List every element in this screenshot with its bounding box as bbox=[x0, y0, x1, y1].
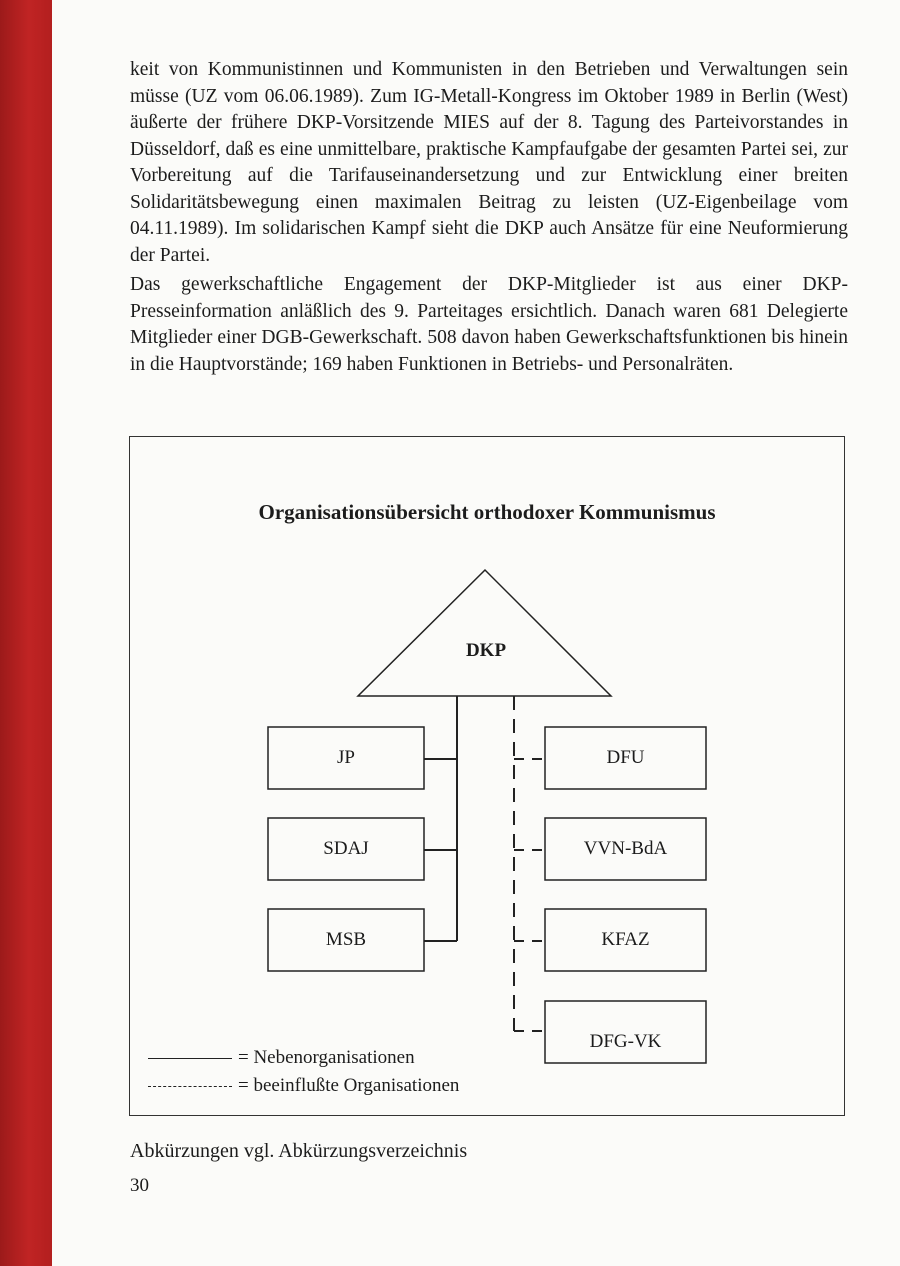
legend-dashed-text: = beeinflußte Organisationen bbox=[238, 1075, 460, 1096]
org-label-jp: JP bbox=[337, 747, 355, 768]
org-label-kfaz: KFAZ bbox=[601, 929, 650, 950]
org-label-vvn-bda: VVN-BdA bbox=[583, 838, 668, 859]
chart-lines bbox=[130, 437, 846, 1117]
dkp-label: DKP bbox=[465, 640, 507, 661]
org-label-sdaj: SDAJ bbox=[323, 838, 369, 859]
dkp-triangle bbox=[358, 570, 611, 696]
body-paragraph-1: keit von Kommunistinnen und Kommunisten in den Betrieben und Verwaltungen sein müsse (UZ vom 06.06.1989). Zum IG-Metall-Kongress im Oktober 1989 in Berlin (West) äußerte der frühere DKP-Vorsitzende MIES auf der 8. Tagung des Parteivorstandes in Düsseldorf, daß es eine unmittelbare, praktische Kampfaufgabe der gesamten Partei sei, zur Vorbereitung auf die Tarifauseinandersetzung und zur Entwicklung einer breiten Solidaritätsbewegung einen maximalen Beitrag zu leisten (UZ-Eigenbeilage vom 04.11.1989). Im solidarischen Kampf sieht die DKP auch Ansätze für eine Neuformierung der Partei. bbox=[130, 59, 848, 266]
legend-solid bbox=[148, 1047, 415, 1069]
chart-title: Organisationsübersicht orthodoxer Kommunismus bbox=[258, 500, 716, 524]
legend-solid-line bbox=[148, 1058, 232, 1059]
org-label-dfu: DFU bbox=[606, 747, 645, 768]
abbreviation-note: Abkürzungen vgl. Abkürzungsverzeichnis bbox=[130, 1140, 468, 1162]
legend-solid-text: = Nebenorganisationen bbox=[238, 1047, 415, 1068]
page-number: 30 bbox=[130, 1175, 149, 1196]
organization-chart bbox=[129, 436, 845, 1116]
body-paragraph-2: Das gewerkschaftliche Engagement der DKP-Mitglieder ist aus einer DKP-Presseinformation anläßlich des 9. Parteitages ersichtlich. Danach waren 681 Delegierte Mitglieder einer DGB-Gewerkschaft. 508 davon haben Gewerkschaftsfunktionen bis hinein in die Hauptvorstände; 169 haben Funktionen in Betriebs- und Personalräten. bbox=[130, 274, 848, 375]
legend-dashed bbox=[148, 1075, 459, 1097]
org-label-msb: MSB bbox=[325, 929, 367, 950]
org-label-dfg-vk: DFG-VK bbox=[589, 1031, 662, 1052]
legend-dashed-line bbox=[148, 1086, 232, 1087]
page-edge-red-band bbox=[0, 0, 52, 1266]
